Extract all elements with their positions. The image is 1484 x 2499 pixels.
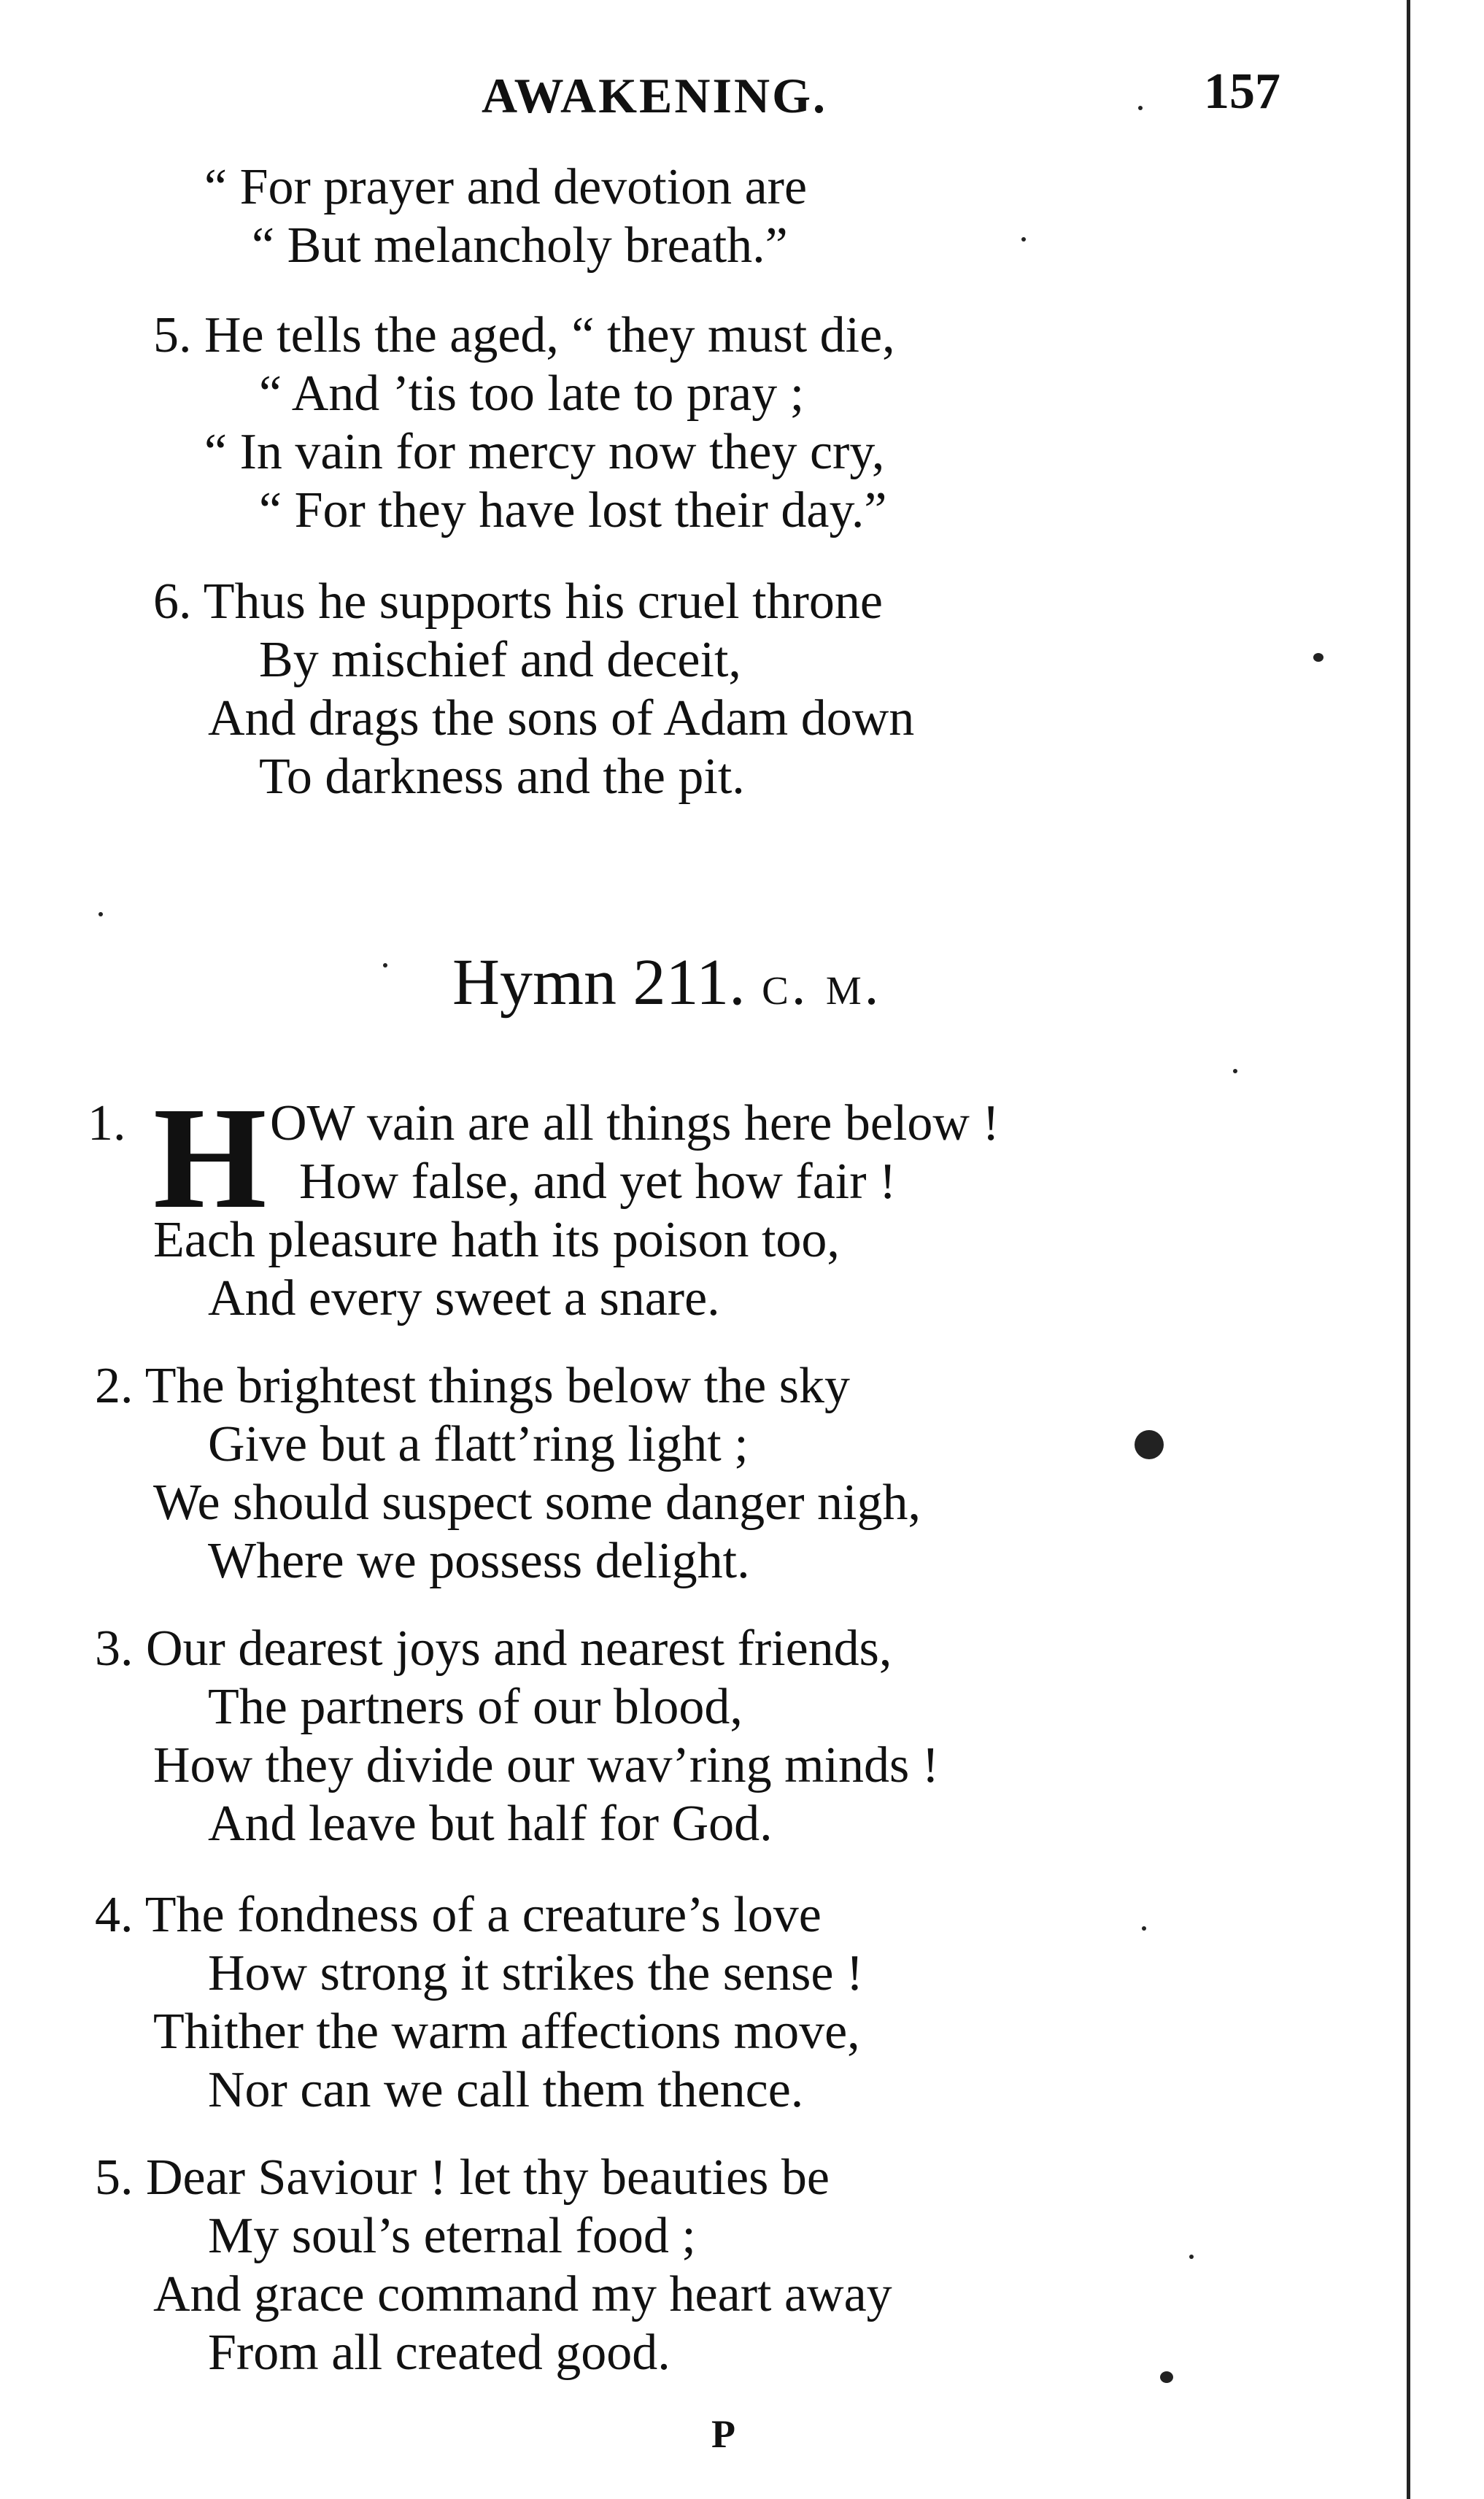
ink-speck (1160, 2371, 1173, 2383)
verse-line: We should suspect some danger nigh, (153, 1475, 921, 1531)
hymn-meter: c. m. (762, 953, 882, 1016)
verse-line: 4. The fondness of a creature’s love (95, 1887, 822, 1943)
verse-line: The partners of our blood, (208, 1679, 743, 1735)
ink-speck (383, 963, 387, 967)
ink-speck (1138, 106, 1143, 110)
drop-cap: H (153, 1078, 267, 1239)
verse-line: Each pleasure hath its poison too, (153, 1212, 840, 1268)
verse-line: 5. Dear Saviour ! let thy beauties be (95, 2150, 830, 2206)
ink-blot (1135, 1430, 1164, 1459)
verse-line: “ And ’tis too late to pray ; (259, 366, 805, 422)
verse-line: Thither the warm affections move, (153, 2004, 860, 2060)
verse-line: And leave but half for God. (208, 1796, 773, 1852)
verse-line: From all created good. (208, 2325, 670, 2381)
verse-line: 2. The brightest things below the sky (95, 1358, 850, 1414)
verse-line: My soul’s eternal food ; (208, 2208, 696, 2264)
verse-line: “ In vain for mercy now they cry, (204, 424, 885, 480)
verse-line: Nor can we call them thence. (208, 2062, 804, 2118)
verse-line: “ For they have lost their day.” (259, 482, 887, 538)
verse-line: Give but a flatt’ring light ; (208, 1416, 749, 1472)
verse-line: OW vain are all things here below ! (270, 1095, 1000, 1151)
verse-line: “ But melancholy breath.” (252, 217, 788, 274)
page-number: 157 (1204, 63, 1280, 120)
verse-line: How false, and yet how fair ! (299, 1154, 897, 1210)
page-edge-rule (1407, 0, 1410, 2499)
verse-line: And grace command my heart away (153, 2266, 892, 2322)
verse-line: Where we possess delight. (208, 1533, 750, 1589)
verse-line: 6. Thus he supports his cruel throne (153, 573, 883, 630)
verse-line: 5. He tells the aged, “ they must die, (153, 307, 895, 363)
verse-line: And every sweet a snare. (208, 1270, 720, 1326)
printer-signature: P (711, 2412, 735, 2456)
verse-line: 3. Our dearest joys and nearest friends, (95, 1621, 892, 1677)
stanza-number: 1. (88, 1095, 126, 1151)
verse-line: By mischief and deceit, (259, 632, 741, 688)
ink-speck (1233, 1069, 1237, 1073)
ink-speck (1313, 653, 1323, 662)
hymn-number: Hymn 211. (452, 946, 746, 1019)
running-head: AWAKENING. (482, 68, 827, 123)
ink-speck (1142, 1926, 1146, 1931)
verse-line: And drags the sons of Adam down (208, 690, 915, 746)
verse-line: How they divide our wav’ring minds ! (153, 1737, 940, 1793)
ink-speck (98, 912, 103, 916)
ink-speck (1021, 237, 1026, 242)
verse-line: How strong it strikes the sense ! (208, 1945, 864, 2001)
verse-line: “ For prayer and devotion are (204, 159, 808, 215)
ink-speck (1189, 2255, 1194, 2259)
hymn-title (452, 945, 881, 1020)
verse-line: To darkness and the pit. (259, 749, 745, 805)
